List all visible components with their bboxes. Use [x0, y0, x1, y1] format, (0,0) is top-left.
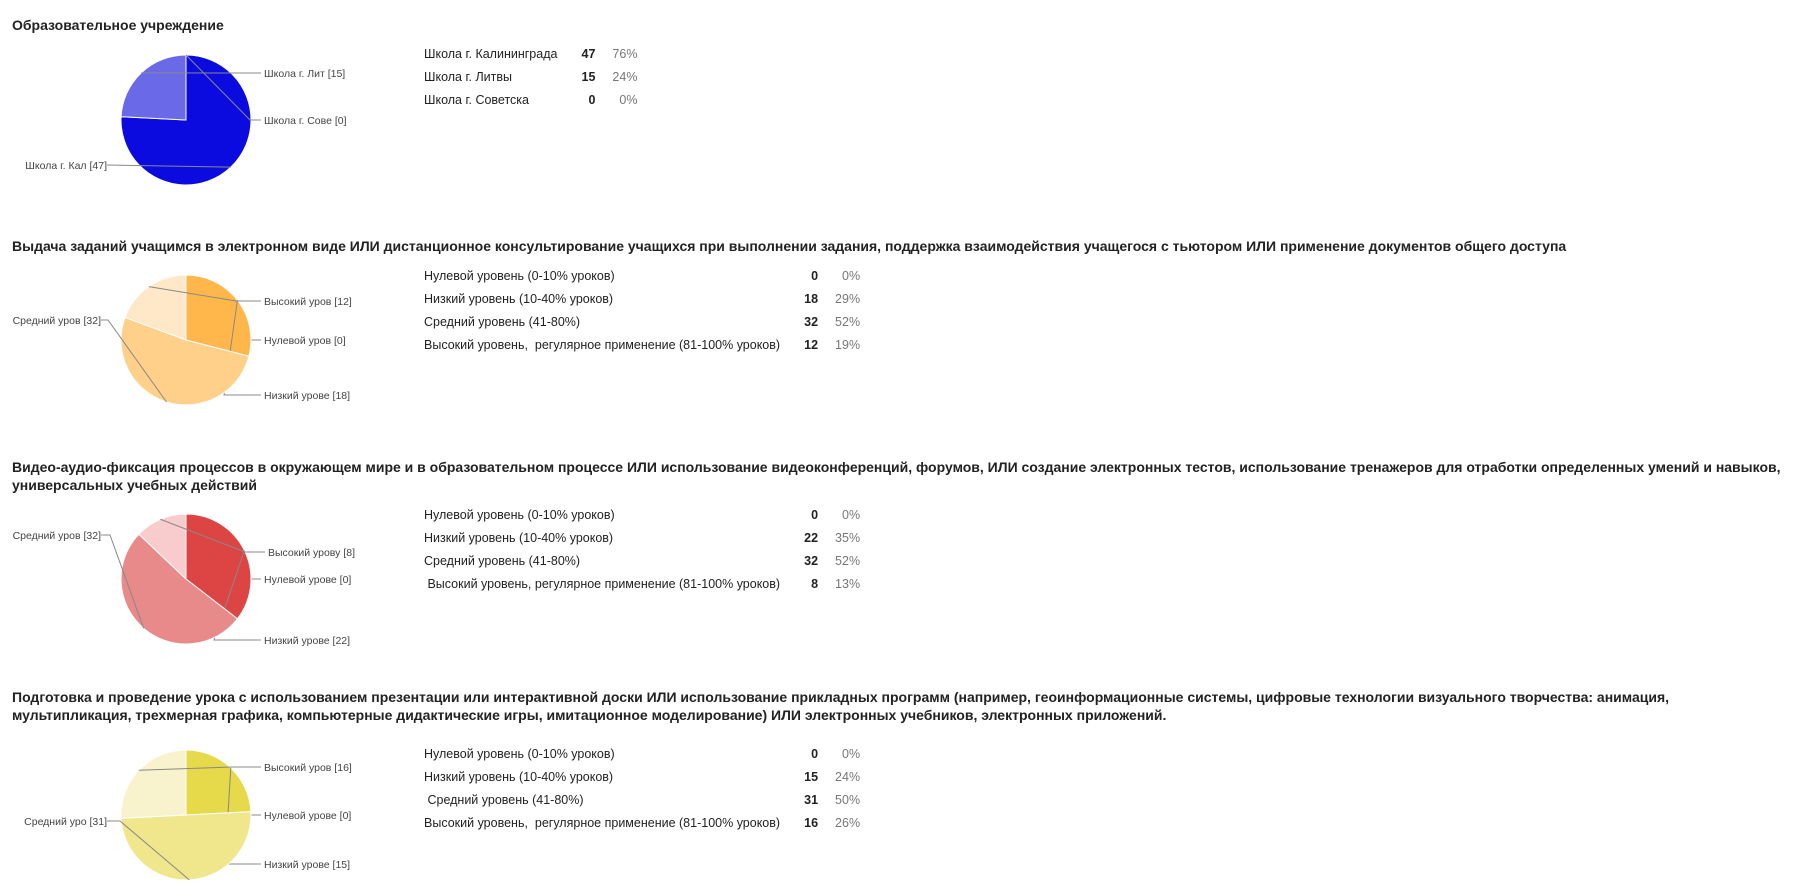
response-count: 18 — [804, 291, 819, 306]
response-count: 15 — [804, 769, 819, 784]
response-percent: 0% — [619, 92, 638, 107]
slice-label: Нулевой урове [0] — [264, 810, 352, 822]
result-row — [424, 264, 860, 287]
response-count: 0 — [588, 92, 596, 107]
result-row — [424, 287, 860, 310]
result-row — [424, 65, 637, 88]
response-count: 32 — [804, 314, 819, 329]
response-count: 32 — [804, 553, 819, 568]
response-percent: 13% — [835, 576, 861, 591]
slice-label: Низкий урове [15] — [264, 859, 351, 871]
response-percent: 50% — [835, 792, 861, 807]
slice-label: Высокий урову [8] — [268, 547, 355, 559]
result-row — [424, 42, 637, 65]
question-title: Видео-аудио-фиксация процессов в окружающем мире и в образовательном процессе ИЛИ использование видеоконференций, форумов, ИЛИ создание электронных тестов, использование тренажеров для отработки определенных умений и навыков, универсальных учебных действий — [12, 459, 1781, 493]
slice-label: Низкий урове [18] — [264, 390, 351, 402]
slice-label: Средний уро [31] — [24, 816, 107, 828]
option-label: Средний уровень (41-80%) — [424, 553, 581, 568]
option-label: Школа г. Калининграда — [424, 46, 558, 61]
result-row — [424, 526, 860, 549]
pie-chart — [0, 0, 400, 885]
pie-slice — [186, 750, 251, 815]
option-label: Нулевой уровень (0-10% уроков) — [424, 268, 615, 283]
results-table — [424, 742, 860, 834]
slice-label: Низкий урове [22] — [264, 635, 351, 647]
option-label: Средний уровень (41-80%) — [424, 314, 581, 329]
result-row — [424, 549, 860, 572]
question-title: Образовательное учреждение — [12, 17, 224, 33]
response-count: 16 — [804, 815, 819, 830]
response-percent: 52% — [835, 314, 861, 329]
response-percent: 29% — [835, 291, 861, 306]
pie-slice — [121, 812, 251, 880]
results-table — [424, 264, 860, 356]
response-count: 8 — [811, 576, 819, 591]
slice-label: Школа г. Сове [0] — [264, 115, 347, 127]
question-title: Выдача заданий учащимся в электронном виде ИЛИ дистанционное консультирование учащихся при выполнении задания, поддержка взаимодействия учащегося с тьютором ИЛИ применение документов общего доступа — [12, 238, 1567, 254]
result-row — [424, 788, 860, 811]
response-percent: 0% — [842, 268, 861, 283]
slice-label: Высокий уров [16] — [264, 762, 352, 774]
slice-label: Средний уров [32] — [12, 315, 101, 327]
slice-label: Средний уров [32] — [12, 530, 101, 542]
results-table — [424, 42, 637, 111]
option-label: Средний уровень (41-80%) — [424, 792, 584, 807]
result-row — [424, 811, 860, 834]
response-percent: 35% — [835, 530, 861, 545]
slice-label: Школа г. Лит [15] — [264, 68, 346, 80]
response-percent: 0% — [842, 507, 861, 522]
response-count: 0 — [811, 268, 819, 283]
option-label: Высокий уровень, регулярное применение (81-100% уроков) — [424, 337, 781, 352]
response-percent: 24% — [612, 69, 638, 84]
result-row — [424, 503, 860, 526]
slice-label: Школа г. Кал [47] — [25, 160, 107, 172]
result-row — [424, 310, 860, 333]
result-row — [424, 572, 860, 595]
response-count: 0 — [811, 746, 819, 761]
result-row — [424, 333, 860, 356]
response-percent: 76% — [612, 46, 638, 61]
slice-label: Высокий уров [12] — [264, 296, 352, 308]
response-percent: 0% — [842, 746, 861, 761]
option-label: Высокий уровень, регулярное применение (81-100% уроков) — [424, 815, 781, 830]
response-count: 12 — [804, 337, 819, 352]
option-label: Высокий уровень, регулярное применение (81-100% уроков) — [424, 576, 781, 591]
option-label: Низкий уровень (10-40% уроков) — [424, 530, 614, 545]
question-title: Подготовка и проведение урока с использованием презентации или интерактивной доски ИЛИ использование прикладных программ (например, геоинформационные системы, цифровые технологии визуального творчества: анимация, мультипликация, трехмерная графика, компьютерные дидактические игры, имитационное моделирование) ИЛИ электронных учебников, электронных приложений. — [12, 689, 1670, 723]
result-row — [424, 765, 860, 788]
response-count: 22 — [804, 530, 819, 545]
slice-label: Нулевой урове [0] — [264, 574, 352, 586]
result-row — [424, 88, 637, 111]
option-label: Низкий уровень (10-40% уроков) — [424, 769, 614, 784]
response-count: 0 — [811, 507, 819, 522]
response-percent: 19% — [835, 337, 861, 352]
response-percent: 24% — [835, 769, 861, 784]
result-row — [424, 742, 860, 765]
option-label: Нулевой уровень (0-10% уроков) — [424, 746, 615, 761]
results-table — [424, 503, 860, 595]
option-label: Низкий уровень (10-40% уроков) — [424, 291, 614, 306]
response-percent: 26% — [835, 815, 861, 830]
option-label: Школа г. Советска — [424, 92, 529, 107]
option-label: Нулевой уровень (0-10% уроков) — [424, 507, 615, 522]
response-count: 31 — [804, 792, 819, 807]
response-percent: 52% — [835, 553, 861, 568]
slice-label: Нулевой уров [0] — [264, 335, 346, 347]
response-count: 15 — [581, 69, 596, 84]
pie-slice — [121, 750, 186, 818]
option-label: Школа г. Литвы — [424, 69, 512, 84]
response-count: 47 — [581, 46, 596, 61]
